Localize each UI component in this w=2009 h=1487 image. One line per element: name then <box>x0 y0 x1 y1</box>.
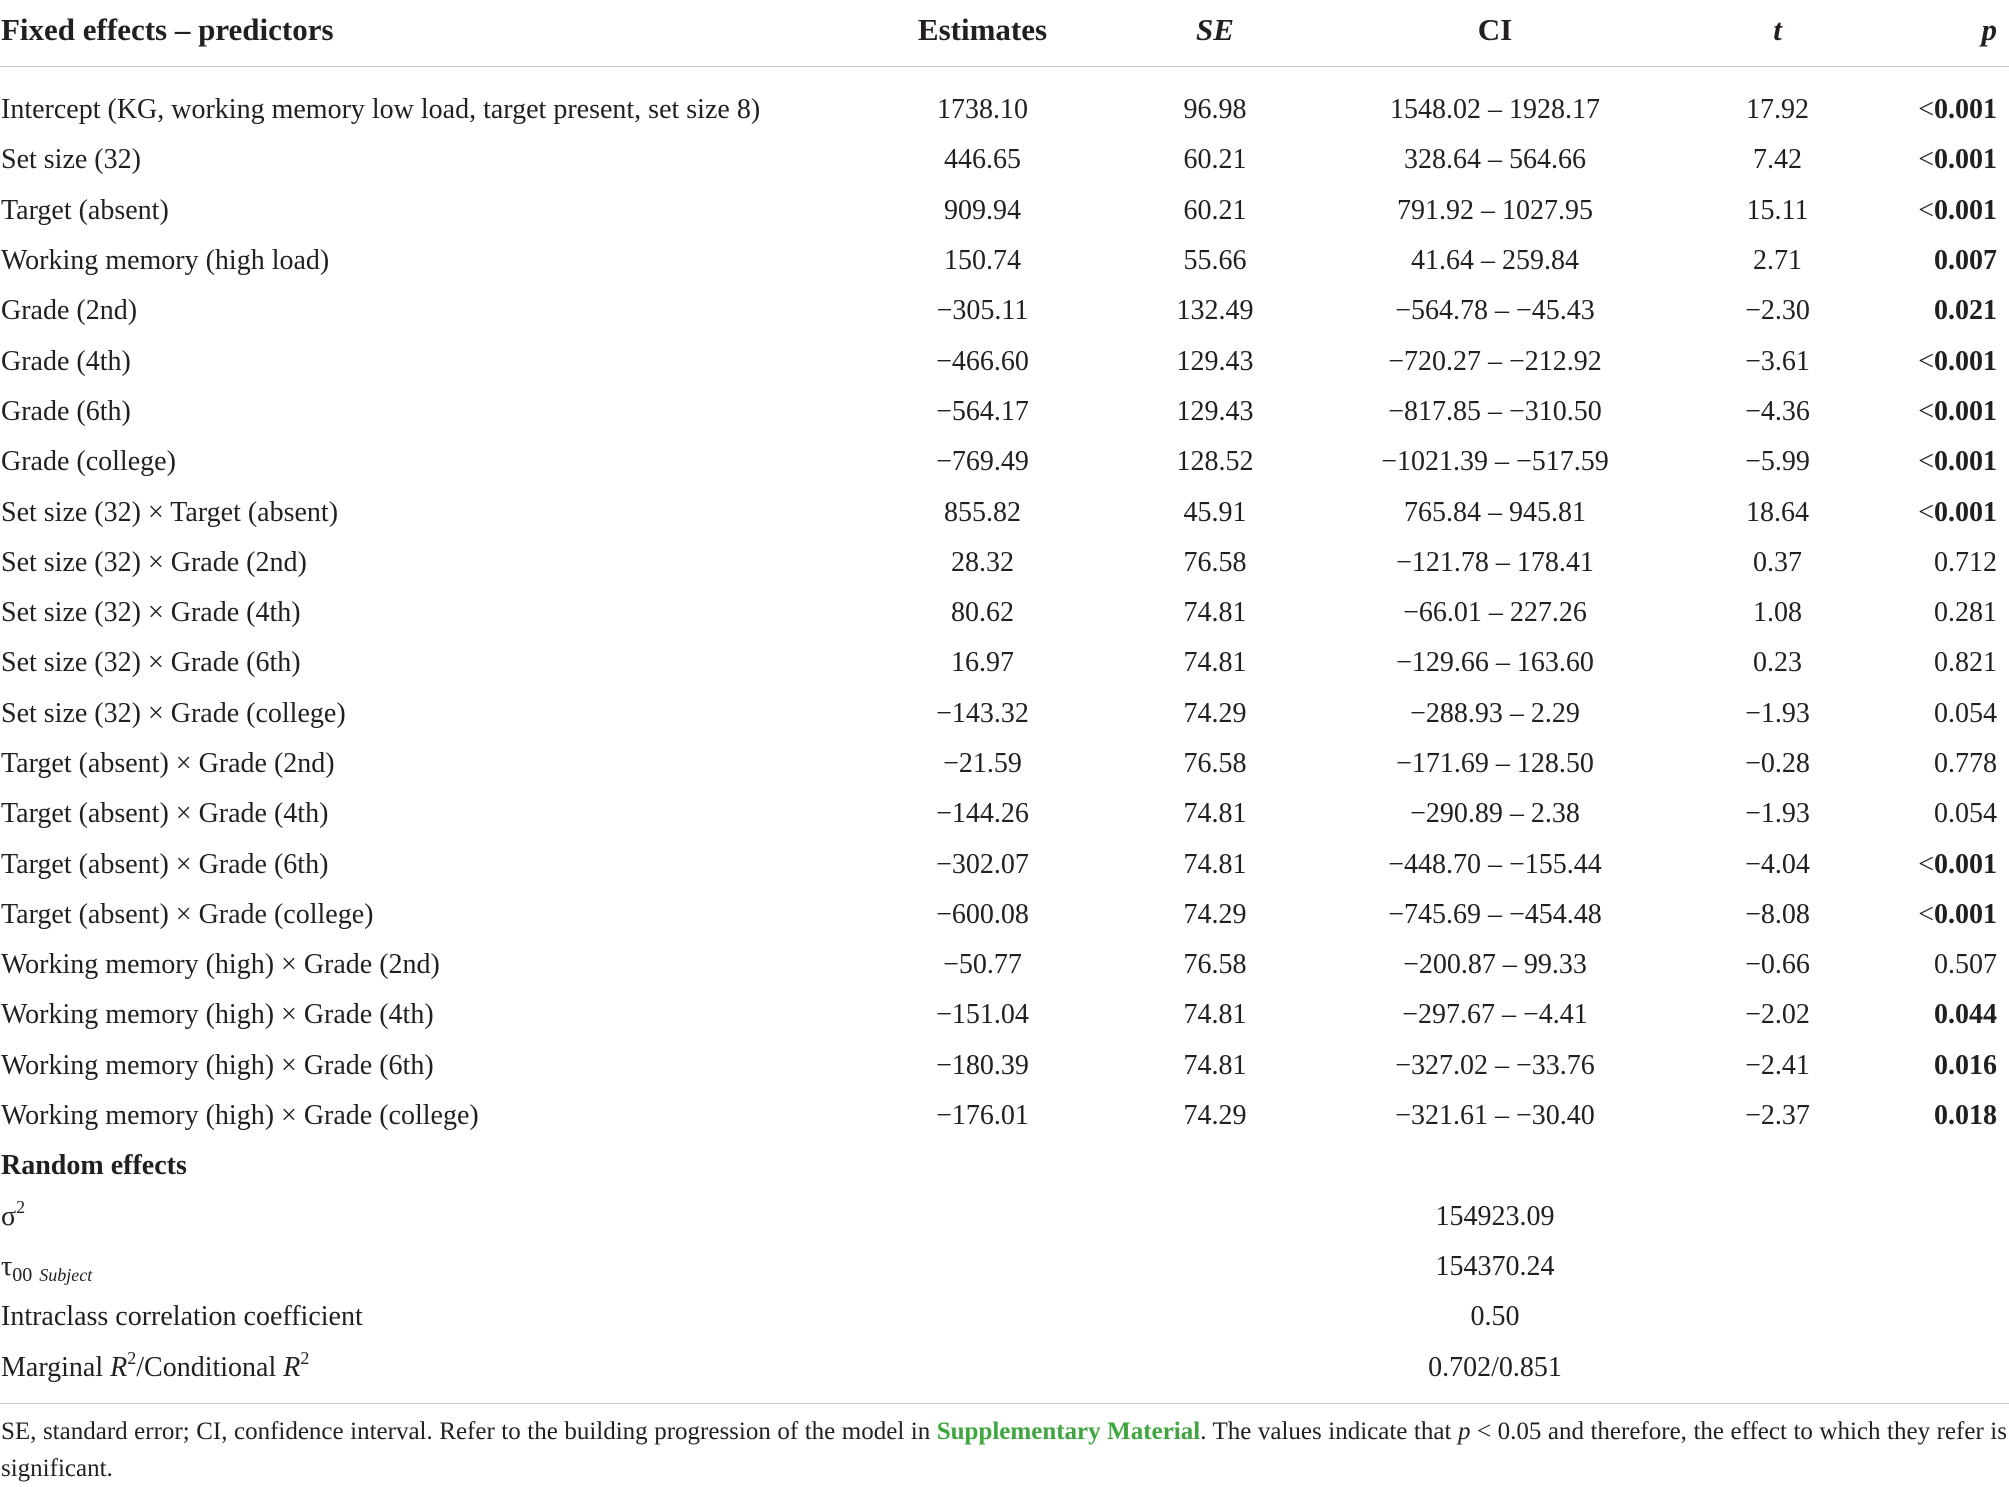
icc-value: 0.50 <box>1470 1301 1520 1333</box>
row-label: Grade (6th) <box>1 395 131 427</box>
se-cell: 74.81 <box>1183 597 1247 629</box>
p-prefix: < <box>1918 848 1934 880</box>
table-row <box>0 990 2009 1040</box>
ci-cell: 1548.02 – 1928.17 <box>1390 94 1600 126</box>
p-value: 0.001 <box>1934 446 1997 478</box>
t-cell: −0.66 <box>1745 949 1810 981</box>
icc-row <box>0 1292 2009 1342</box>
se-cell: 60.21 <box>1183 144 1247 176</box>
estimate-cell: −600.08 <box>936 898 1029 930</box>
table-row <box>0 588 2009 638</box>
ci-cell: 765.84 – 945.81 <box>1404 496 1586 528</box>
r2-label <box>0 1342 850 1403</box>
estimate-cell: −302.07 <box>936 848 1029 880</box>
sigma-exponent: 2 <box>16 1196 26 1217</box>
p-prefix: < <box>1918 446 1934 478</box>
ci-cell: −817.85 – −310.50 <box>1388 395 1602 427</box>
estimate-cell: −305.11 <box>936 295 1029 327</box>
ci-cell: −321.61 – −30.40 <box>1395 1100 1595 1132</box>
fixed-effects-body <box>0 67 2009 1142</box>
estimate-cell: −21.59 <box>943 748 1022 779</box>
t-cell: −5.99 <box>1745 446 1810 478</box>
p-value: 0.507 <box>1934 949 1997 981</box>
r2-letter-1: R <box>110 1351 128 1383</box>
estimate-cell: −176.01 <box>936 1100 1029 1132</box>
se-cell: 76.58 <box>1183 949 1247 981</box>
table-row <box>0 487 2009 537</box>
p-value: 0.001 <box>1934 94 1997 126</box>
t-cell: 0.37 <box>1753 546 1802 578</box>
ci-cell: −288.93 – 2.29 <box>1410 697 1580 729</box>
table-row <box>0 186 2009 236</box>
ci-cell: 328.64 – 564.66 <box>1404 144 1586 176</box>
footnote-text-before: SE, standard error; CI, confidence interval. Refer to the building progression of the model in <box>1 1418 937 1445</box>
p-cell <box>1880 638 2009 688</box>
se-cell: 129.43 <box>1176 345 1254 377</box>
table-row <box>0 437 2009 487</box>
p-prefix: < <box>1918 144 1934 176</box>
table-row <box>0 336 2009 386</box>
table-row <box>0 286 2009 336</box>
p-value: 0.001 <box>1934 898 1997 930</box>
footnote-text-middle: . The values indicate that <box>1200 1418 1458 1445</box>
se-cell: 45.91 <box>1183 496 1247 528</box>
estimate-cell: −144.26 <box>936 798 1029 830</box>
p-prefix: < <box>1918 898 1934 930</box>
row-label: Set size (32) × Grade (college) <box>1 697 346 729</box>
row-label: Target (absent) × Grade (college) <box>1 898 374 930</box>
header-p: p <box>1880 0 2009 67</box>
t-cell: 7.42 <box>1753 144 1802 176</box>
se-cell: 74.29 <box>1183 898 1247 930</box>
t-cell: 15.11 <box>1746 194 1809 226</box>
p-cell <box>1880 1041 2009 1091</box>
sigma-value: 154923.09 <box>1435 1200 1555 1232</box>
p-prefix: < <box>1918 345 1934 377</box>
p-value: 0.044 <box>1934 999 1997 1031</box>
row-label: Working memory (high) × Grade (4th) <box>1 999 434 1031</box>
estimate-cell: −466.60 <box>936 345 1029 377</box>
ci-cell: −720.27 – −212.92 <box>1388 345 1602 377</box>
header-t: t <box>1675 0 1880 67</box>
t-cell: −2.02 <box>1745 999 1810 1031</box>
row-label: Working memory (high) × Grade (college) <box>1 1100 479 1132</box>
p-value: 0.712 <box>1934 546 1997 578</box>
p-cell <box>1880 940 2009 990</box>
footnote-p-letter: p <box>1457 1418 1471 1445</box>
p-cell <box>1880 487 2009 537</box>
p-cell <box>1880 437 2009 487</box>
ci-cell: −66.01 – 227.26 <box>1403 597 1587 629</box>
p-cell <box>1880 689 2009 739</box>
p-value: 0.778 <box>1934 748 1997 779</box>
ci-cell: −745.69 – −454.48 <box>1388 898 1602 930</box>
p-value: 0.001 <box>1934 345 1997 377</box>
table-row <box>0 789 2009 839</box>
ci-cell: −129.66 – 163.60 <box>1396 647 1594 679</box>
p-prefix: < <box>1918 395 1934 427</box>
row-label: Target (absent) × Grade (4th) <box>1 798 329 830</box>
table-row <box>0 689 2009 739</box>
p-cell <box>1880 135 2009 185</box>
random-effects-body <box>0 1141 2009 1403</box>
table-row <box>0 135 2009 185</box>
row-label: Grade (2nd) <box>1 295 138 327</box>
header-estimates: Estimates <box>850 0 1115 67</box>
estimate-cell: 446.65 <box>944 144 1021 176</box>
row-label: Target (absent) × Grade (2nd) <box>1 748 335 779</box>
ci-cell: 791.92 – 1027.95 <box>1397 194 1593 226</box>
ci-cell: −290.89 – 2.38 <box>1410 798 1580 830</box>
p-cell <box>1880 186 2009 236</box>
header-se: SE <box>1115 0 1315 67</box>
se-cell: 74.81 <box>1183 848 1247 880</box>
t-cell: −2.37 <box>1745 1100 1810 1132</box>
tau-value: 154370.24 <box>1435 1250 1555 1282</box>
table-row <box>0 236 2009 286</box>
p-prefix: < <box>1918 94 1934 126</box>
se-cell: 74.81 <box>1183 999 1247 1031</box>
sigma-label <box>0 1192 850 1242</box>
se-cell: 128.52 <box>1176 446 1254 478</box>
p-cell <box>1880 67 2009 136</box>
ci-cell: −564.78 – −45.43 <box>1395 295 1595 327</box>
p-value: 0.021 <box>1934 295 1997 327</box>
table-row <box>0 67 2009 136</box>
p-cell <box>1880 538 2009 588</box>
estimate-cell: 16.97 <box>951 647 1014 679</box>
supplementary-material-link[interactable]: Supplementary Material <box>936 1418 1201 1445</box>
estimate-cell: 1738.10 <box>937 94 1028 126</box>
sigma-symbol: σ <box>1 1200 17 1232</box>
p-cell <box>1880 336 2009 386</box>
p-cell <box>1880 739 2009 789</box>
se-cell: 74.81 <box>1183 647 1247 679</box>
random-effects-heading-row <box>0 1141 2009 1191</box>
t-cell: 2.71 <box>1753 245 1802 277</box>
t-cell: 1.08 <box>1753 597 1802 629</box>
estimate-cell: 80.62 <box>951 597 1014 629</box>
p-cell <box>1880 839 2009 889</box>
r2-marginal-text: Marginal <box>1 1351 111 1383</box>
t-cell: −4.36 <box>1745 395 1810 427</box>
se-cell: 55.66 <box>1183 245 1247 277</box>
tau-index: 00 <box>12 1263 33 1286</box>
r2-exponent-2: 2 <box>300 1347 310 1368</box>
ci-cell: 41.64 – 259.84 <box>1411 245 1579 277</box>
p-cell <box>1880 387 2009 437</box>
se-cell: 74.29 <box>1183 697 1247 729</box>
p-value: 0.001 <box>1934 848 1997 880</box>
row-label: Set size (32) × Target (absent) <box>1 496 339 528</box>
row-label: Set size (32) × Grade (6th) <box>1 647 301 679</box>
se-cell: 60.21 <box>1183 194 1247 226</box>
ci-cell: −1021.39 – −517.59 <box>1381 446 1609 478</box>
se-cell: 129.43 <box>1176 395 1254 427</box>
table-row <box>0 1041 2009 1091</box>
estimate-cell: −769.49 <box>936 446 1029 478</box>
t-cell: −2.30 <box>1745 295 1810 327</box>
t-cell: −8.08 <box>1745 898 1810 930</box>
t-cell: −4.04 <box>1745 848 1810 880</box>
table-row <box>0 638 2009 688</box>
r2-row <box>0 1342 2009 1403</box>
t-cell: 18.64 <box>1746 496 1809 528</box>
tau-row <box>0 1242 2009 1292</box>
footnote-text-after: < 0.05 and therefore, the effect to which they refer is significant. <box>1 1418 2007 1482</box>
header-predictors: Fixed effects – predictors <box>0 0 850 67</box>
p-value: 0.054 <box>1934 798 1997 830</box>
r2-exponent-1: 2 <box>127 1347 137 1368</box>
table-row <box>0 890 2009 940</box>
header-ci: CI <box>1315 0 1675 67</box>
t-cell: −3.61 <box>1745 345 1810 377</box>
p-cell <box>1880 990 2009 1040</box>
row-label: Target (absent) <box>1 194 169 226</box>
p-cell <box>1880 588 2009 638</box>
table-row <box>0 739 2009 789</box>
t-cell: −1.93 <box>1745 697 1810 729</box>
p-value: 0.001 <box>1934 144 1997 176</box>
row-label: Working memory (high) × Grade (6th) <box>1 1049 434 1081</box>
row-label: Grade (college) <box>1 446 176 478</box>
p-cell <box>1880 236 2009 286</box>
table-row <box>0 940 2009 990</box>
se-cell: 74.29 <box>1183 1100 1247 1132</box>
se-cell: 76.58 <box>1183 748 1247 779</box>
r2-letter-2: R <box>283 1351 301 1383</box>
se-cell: 76.58 <box>1183 546 1247 578</box>
t-cell: 17.92 <box>1746 94 1809 126</box>
table-footnote <box>1 1413 2007 1487</box>
tau-subscript: Subject <box>39 1264 93 1285</box>
tau-label <box>0 1242 850 1292</box>
r2-conditional-text: /Conditional <box>136 1351 284 1383</box>
p-value: 0.016 <box>1934 1049 1997 1081</box>
estimate-cell: 150.74 <box>944 245 1021 277</box>
sigma-row <box>0 1192 2009 1242</box>
row-label: Working memory (high) × Grade (2nd) <box>1 949 440 981</box>
p-value: 0.001 <box>1934 194 1997 226</box>
t-cell: −1.93 <box>1745 798 1810 830</box>
p-value: 0.054 <box>1934 697 1997 729</box>
p-value: 0.821 <box>1934 647 1997 679</box>
p-value: 0.001 <box>1934 395 1997 427</box>
p-cell <box>1880 1091 2009 1141</box>
ci-cell: −171.69 – 128.50 <box>1396 748 1594 779</box>
icc-label: Intraclass correlation coefficient <box>1 1301 363 1333</box>
row-label: Set size (32) × Grade (4th) <box>1 597 301 629</box>
row-label: Intercept (KG, working memory low load, target present, set size 8) <box>1 94 761 126</box>
estimate-cell: 909.94 <box>944 194 1021 226</box>
tau-symbol: τ <box>1 1250 13 1282</box>
table-row <box>0 387 2009 437</box>
p-cell <box>1880 286 2009 336</box>
row-label: Target (absent) × Grade (6th) <box>1 848 329 880</box>
p-value: 0.281 <box>1934 597 1997 629</box>
r2-value: 0.702/0.851 <box>1315 1342 1675 1403</box>
se-cell: 96.98 <box>1183 94 1247 126</box>
table-row <box>0 538 2009 588</box>
t-cell: −0.28 <box>1745 748 1810 779</box>
p-prefix: < <box>1918 194 1934 226</box>
t-cell: 0.23 <box>1753 647 1802 679</box>
p-value: 0.018 <box>1934 1100 1997 1132</box>
table-row <box>0 839 2009 889</box>
se-cell: 74.81 <box>1183 1049 1247 1081</box>
p-cell <box>1880 890 2009 940</box>
t-cell: −2.41 <box>1745 1049 1810 1081</box>
ci-cell: −297.67 – −4.41 <box>1402 999 1588 1031</box>
row-label: Grade (4th) <box>1 345 131 377</box>
estimate-cell: −180.39 <box>936 1049 1029 1081</box>
row-label: Set size (32) × Grade (2nd) <box>1 546 307 578</box>
p-prefix: < <box>1918 496 1934 528</box>
se-cell: 132.49 <box>1176 295 1254 327</box>
p-value: 0.001 <box>1934 496 1997 528</box>
estimate-cell: −564.17 <box>936 395 1029 427</box>
ci-cell: −200.87 – 99.33 <box>1403 949 1587 981</box>
p-value: 0.007 <box>1934 245 1997 277</box>
ci-cell: −121.78 – 178.41 <box>1396 546 1594 578</box>
row-label: Set size (32) <box>1 144 141 176</box>
row-label: Working memory (high load) <box>1 245 330 277</box>
estimate-cell: −143.32 <box>936 697 1029 729</box>
se-cell: 74.81 <box>1183 798 1247 830</box>
ci-cell: −448.70 – −155.44 <box>1388 848 1602 880</box>
estimate-cell: −50.77 <box>943 949 1022 981</box>
p-cell <box>1880 789 2009 839</box>
estimate-cell: 28.32 <box>951 546 1014 578</box>
estimate-cell: −151.04 <box>936 999 1029 1031</box>
random-effects-title: Random effects <box>1 1150 187 1182</box>
estimate-cell: 855.82 <box>944 496 1021 528</box>
header-row <box>0 0 2009 67</box>
ci-cell: −327.02 – −33.76 <box>1395 1049 1595 1081</box>
table-row <box>0 1091 2009 1141</box>
